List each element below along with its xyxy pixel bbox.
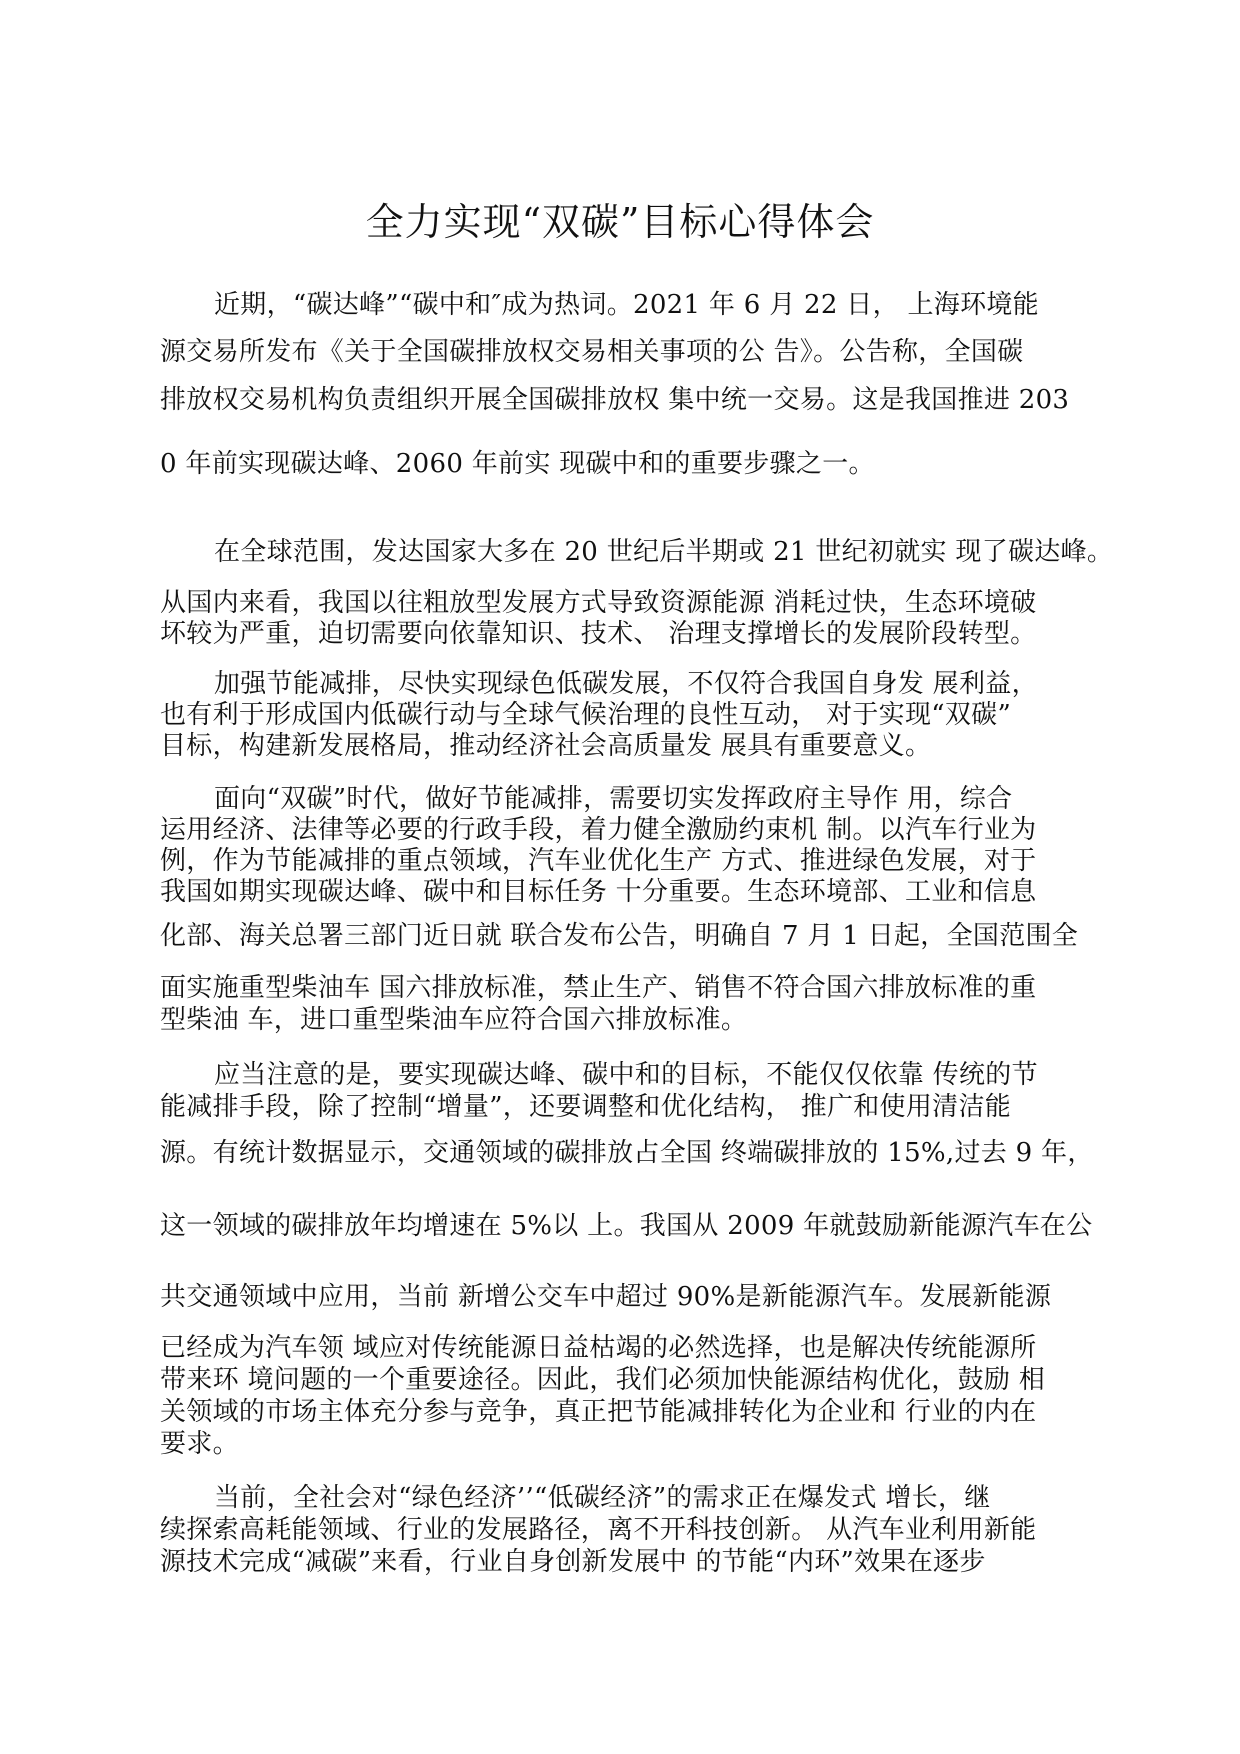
text-line: 型柴油 车，进口重型柴油车应符合国六排放标准。	[160, 1005, 748, 1035]
text-line: 从国内来看，我国以往粗放型发展方式导致资源能源 消耗过快，生态环境破	[160, 588, 1037, 618]
text-line: 源。有统计数据显示，交通领域的碳排放占全国 终端碳排放的 15%,过去 9 年，	[160, 1138, 1094, 1168]
text-line: 化部、海关总署三部门近日就 联合发布公告，明确自 7 月 1 日起，全国范围全	[160, 921, 1079, 951]
text-line: 在全球范围，发达国家大多在 20 世纪后半期或 21 世纪初就实 现了碳达峰。	[214, 537, 1114, 567]
text-line: 已经成为汽车领 域应对传统能源日益枯竭的必然选择，也是解决传统能源所	[160, 1333, 1037, 1363]
document-title: 全力实现“双碳”目标心得体会	[365, 200, 875, 244]
text-line: 也有利于形成国内低碳行动与全球气候治理的良性互动， 对于实现“双碳”	[160, 700, 1012, 730]
text-line: 带来环 境问题的一个重要途径。因此，我们必须加快能源结构优化，鼓励 相	[160, 1365, 1046, 1395]
text-line: 近期，“碳达峰”“碳中和″成为热词。2021 年 6 月 22 日， 上海环境能	[214, 290, 1039, 320]
text-line: 加强节能减排，尽快实现绿色低碳发展，不仅符合我国自身发 展利益，	[214, 669, 1038, 699]
text-line: 面向“双碳”时代，做好节能减排，需要切实发挥政府主导作 用，综合	[214, 784, 1013, 814]
text-line: 0 年前实现碳达峰、2060 年前实 现碳中和的重要步骤之一。	[160, 449, 875, 479]
text-line: 例，作为节能减排的重点领域，汽车业优化生产 方式、推进绿色发展，对于	[160, 846, 1037, 876]
text-line: 应当注意的是，要实现碳达峰、碳中和的目标，不能仅仅依靠 传统的节	[214, 1060, 1038, 1090]
text-line: 能减排手段，除了控制“增量”，还要调整和优化结构， 推广和使用清洁能	[160, 1092, 1012, 1122]
text-line: 坏较为严重，迫切需要向依靠知识、技术、 治理支撑增长的发展阶段转型。	[160, 619, 1037, 649]
text-line: 我国如期实现碳达峰、碳中和目标任务 十分重要。生态环境部、工业和信息	[160, 877, 1037, 907]
text-line: 要求。	[160, 1429, 239, 1459]
text-line: 续探索高耗能领域、行业的发展路径，离不开科技创新。 从汽车业利用新能	[160, 1515, 1037, 1545]
text-line: 目标，构建新发展格局，推动经济社会高质量发 展具有重要意义。	[160, 731, 932, 761]
text-line: 当前，全社会对“绿色经济’’“低碳经济”的需求正在爆发式 增长，继	[214, 1483, 991, 1513]
text-line: 共交通领域中应用，当前 新增公交车中超过 90%是新能源汽车。发展新能源	[160, 1282, 1052, 1312]
text-line: 排放权交易机构负责组织开展全国碳排放权 集中统一交易。这是我国推进 203	[160, 385, 1070, 415]
text-line: 这一领域的碳排放年均增速在 5%以 上。我国从 2009 年就鼓励新能源汽车在公	[160, 1211, 1093, 1241]
text-line: 源技术完成“减碳”来看，行业自身创新发展中 的节能“内环”效果在逐步	[160, 1547, 986, 1577]
text-line: 关领域的市场主体充分参与竞争，真正把节能减排转化为企业和 行业的内在	[160, 1397, 1037, 1427]
text-line: 运用经济、法律等必要的行政手段，着力健全激励约束机 制。以汽车行业为	[160, 815, 1037, 845]
text-line: 面实施重型柴油车 国六排放标准，禁止生产、销售不符合国六排放标准的重	[160, 973, 1037, 1003]
text-line: 源交易所发布《关于全国碳排放权交易相关事项的公 告》。公告称，全国碳	[160, 337, 1024, 367]
